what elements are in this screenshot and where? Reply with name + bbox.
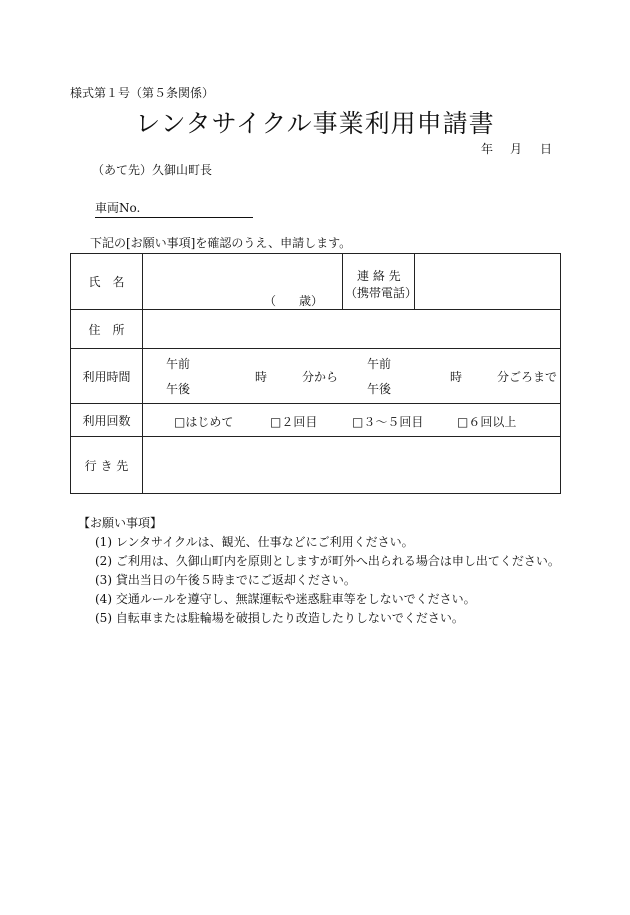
end-am-option[interactable]: 午前 bbox=[367, 357, 392, 371]
vehicle-number-field[interactable]: 車両No. bbox=[95, 199, 253, 218]
row-address bbox=[71, 310, 560, 349]
application-form-table bbox=[70, 253, 561, 494]
row-destination bbox=[71, 437, 560, 493]
usage-count-label: 利用回数 bbox=[71, 404, 143, 436]
start-am-option[interactable]: 午前 bbox=[166, 357, 191, 371]
destination-label: 行 き 先 bbox=[71, 437, 143, 493]
address-field[interactable] bbox=[143, 310, 560, 348]
notes-heading: 【お願い事項】 bbox=[78, 516, 163, 530]
form-id: 様式第１号（第５条関係） bbox=[70, 86, 215, 100]
count-option-3-5[interactable]: □３～５回目 bbox=[352, 415, 424, 429]
start-pm-option[interactable]: 午後 bbox=[166, 382, 191, 396]
note-item: (2) ご利用は、久御山町内を原則としますが町外へ出られる場合は申し出てください。 bbox=[95, 554, 560, 568]
date-month: 月 bbox=[510, 142, 523, 156]
row-usage-time bbox=[71, 349, 560, 404]
start-hour-label: 時 bbox=[255, 370, 268, 384]
note-item: (1) レンタサイクルは、観光、仕事などにご利用ください。 bbox=[95, 535, 414, 549]
end-hour-label: 時 bbox=[450, 370, 463, 384]
destination-field[interactable] bbox=[143, 437, 560, 493]
contact-label-line2: （携帯電話） bbox=[345, 286, 418, 300]
age-close: 歳） bbox=[299, 294, 324, 308]
note-item: (5) 自転車または駐輪場を破損したり改造したりしないでください。 bbox=[95, 611, 464, 625]
intro-text: 下記の[お願い事項]を確認のうえ、申請します。 bbox=[90, 236, 352, 250]
note-item: (4) 交通ルールを遵守し、無謀運転や迷惑駐車等をしないでください。 bbox=[95, 592, 476, 606]
age-open: （ bbox=[264, 294, 277, 308]
contact-phone-field[interactable] bbox=[415, 254, 560, 309]
date-day: 日 bbox=[540, 142, 553, 156]
page-title: レンタサイクル事業利用申請書 bbox=[135, 109, 495, 138]
end-until-label: 分ごろまで bbox=[497, 370, 558, 384]
date-year: 年 bbox=[481, 142, 494, 156]
contact-label-line1: 連 絡 先 bbox=[357, 269, 401, 283]
end-pm-option[interactable]: 午後 bbox=[367, 382, 392, 396]
addressee: （あて先）久御山町長 bbox=[92, 163, 213, 177]
note-item: (3) 貸出当日の午後５時までにご返却ください。 bbox=[95, 573, 356, 587]
start-from-label: 分から bbox=[302, 370, 339, 384]
name-label: 氏 名 bbox=[71, 254, 143, 309]
divider bbox=[342, 254, 343, 309]
row-name bbox=[71, 254, 560, 310]
count-option-first[interactable]: □はじめて bbox=[174, 415, 234, 429]
count-option-second[interactable]: □２回目 bbox=[270, 415, 318, 429]
usage-time-label: 利用時間 bbox=[71, 349, 143, 403]
count-option-6-plus[interactable]: □６回以上 bbox=[457, 415, 517, 429]
row-usage-count bbox=[71, 404, 560, 437]
address-label: 住 所 bbox=[71, 310, 143, 348]
